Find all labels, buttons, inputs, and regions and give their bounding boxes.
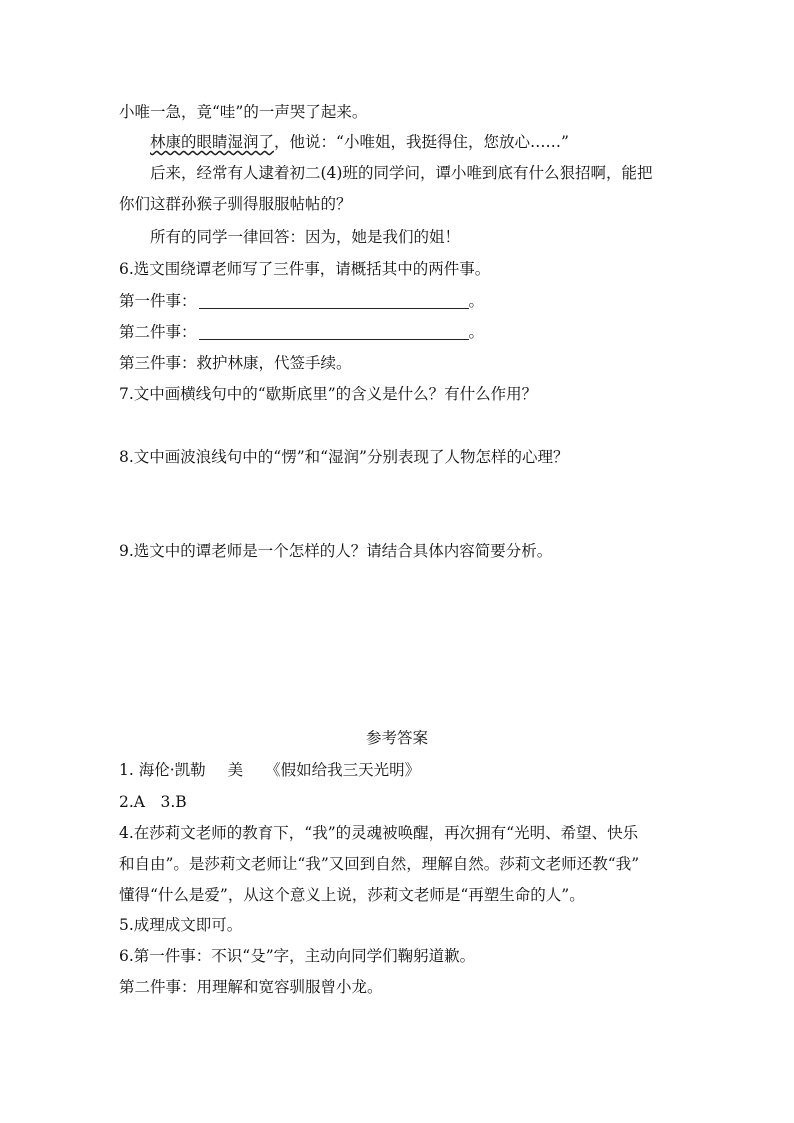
q6-second-label: 第二件事： xyxy=(119,323,197,341)
q6-second-end: 。 xyxy=(468,323,485,341)
answer-1-book: 《假如给我三天光明》 xyxy=(265,761,421,779)
answers-heading: 参考答案 xyxy=(365,729,428,747)
question-6: 6.选文围绕谭老师写了三件事，请概括其中的两件事。 xyxy=(119,260,491,278)
answer-1-author: 1. 海伦·凯勒 xyxy=(119,761,206,779)
answer-6-second: 第二件事：用理解和宽容驯服曾小龙。 xyxy=(119,978,383,996)
q6-first-blank[interactable] xyxy=(199,292,469,309)
passage-line-4: 你们这群孙猴子驯得服服帖帖的？ xyxy=(119,195,352,213)
passage-line-2-rest: ，他说：“小唯姐，我挺得住，您放心……” xyxy=(274,133,569,151)
wavy-underlined-sentence: 林康的眼睛湿润了 xyxy=(150,133,275,151)
answer-1-country: 美 xyxy=(227,761,244,779)
answer-6-first: 6.第一件事：不识“殳”字，主动向同学们鞠躬道歉。 xyxy=(119,947,476,965)
q6-second-blank[interactable] xyxy=(199,323,469,340)
q6-first-label: 第一件事： xyxy=(119,292,197,310)
passage-line-1: 小唯一急，竟“哇”的一声哭了起来。 xyxy=(119,103,368,121)
answer-4-line-1: 4.在莎莉文老师的教育下，“我”的灵魂被唤醒，再次拥有“光明、希望、快乐 xyxy=(119,824,639,842)
q6-second-event xyxy=(119,321,484,343)
answer-1 xyxy=(119,759,420,781)
question-7: 7.文中画横线句中的“歇斯底里”的含义是什么？有什么作用？ xyxy=(119,385,538,403)
answer-4-line-2: 和自由”。是莎莉文老师让“我”又回到自然，理解自然。莎莉文老师还教“我” xyxy=(119,855,640,873)
question-9: 9.选文中的谭老师是一个怎样的人？请结合具体内容简要分析。 xyxy=(119,542,553,560)
q6-first-end: 。 xyxy=(468,292,485,310)
answer-2-3: 2.A 3.B xyxy=(119,793,187,811)
q6-first-event xyxy=(119,290,484,312)
q6-third-event: 第三件事：救护林康，代签手续。 xyxy=(119,354,352,372)
passage-line-2 xyxy=(150,131,569,153)
answer-4-line-3: 懂得“什么是爱”，从这个意义上说，莎莉文老师是“再塑生命的人”。 xyxy=(119,886,585,904)
question-8: 8.文中画波浪线句中的“愣”和“湿润”分别表现了人物怎样的心理？ xyxy=(119,448,569,466)
passage-line-5: 所有的同学一律回答：因为，她是我们的姐！ xyxy=(150,228,461,246)
answer-5: 5.成理成文即可。 xyxy=(119,916,243,934)
passage-line-3: 后来，经常有人逮着初二(4)班的同学问，谭小唯到底有什么狠招啊，能把 xyxy=(150,164,653,182)
